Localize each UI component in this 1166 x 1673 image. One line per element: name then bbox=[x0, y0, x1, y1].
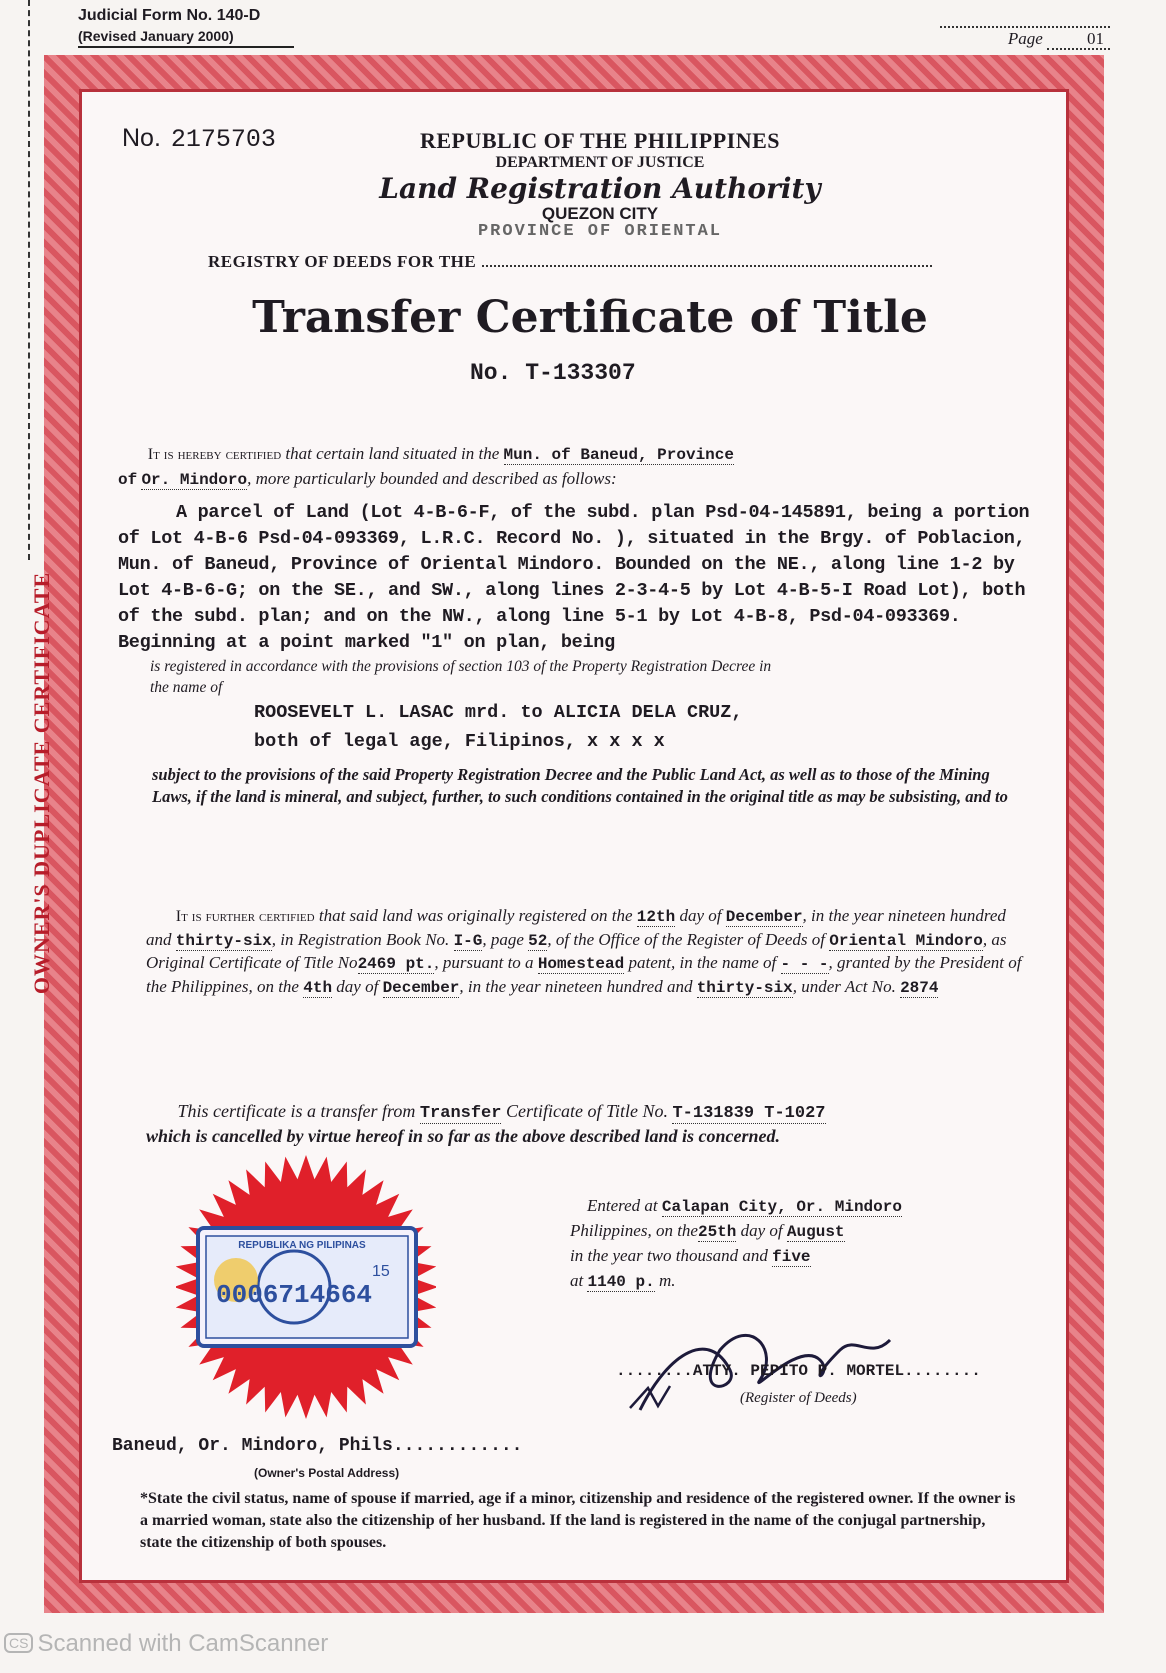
registered-owners bbox=[254, 698, 742, 756]
province-stamp: PROVINCE OF ORIENTAL bbox=[477, 222, 723, 241]
entry-block: Entered at Calapan City, Or. Mindoro Philippines, on the25th day of August in the year two thousand and five at 1140 p. m. bbox=[570, 1196, 902, 1291]
issuer-block bbox=[320, 128, 880, 241]
signatory-title: (Register of Deeds) bbox=[740, 1390, 857, 1406]
scanner-watermark: CS Scanned with CamScanner bbox=[4, 1630, 328, 1658]
side-label: OWNER'S DUPLICATE CERTIFICATE bbox=[29, 571, 54, 995]
document-title: Transfer Certificate of Title bbox=[252, 292, 928, 343]
original-registration: It is further certified that said land was originally registered on the 12th day of December, in the year nineteen hundred and thirty-six, in Registration Book No. I-G, page 52, of the Office of the Register of Deeds of Oriental Mindoro, as Original Certificate of Title No2469 pt., pursuant to a Homestead patent, in the name of - - -, granted by the President of the Philippines, on the 4th day of December, in the year nineteen hundred and thirty-six, under Act No. 2874 bbox=[146, 906, 1022, 997]
owner-details: both of legal age, Filipinos, x x x x bbox=[254, 731, 665, 752]
seal-graphic bbox=[176, 1150, 436, 1420]
postal-address-label: (Owner's Postal Address) bbox=[254, 1466, 400, 1480]
title-number: No. T-133307 bbox=[470, 360, 636, 386]
stamp-year: 15 bbox=[372, 1263, 390, 1280]
stamp-republic-text: REPUBLIKA NG PILIPINAS bbox=[238, 1240, 366, 1251]
authority-heading: Land Registration Authority bbox=[379, 172, 821, 205]
camscanner-icon: CS bbox=[4, 1633, 33, 1653]
stamp-serial: 0006714664 bbox=[216, 1280, 373, 1310]
page-indicator: Page 01 bbox=[940, 14, 1110, 50]
registration-clause: is registered in accordance with the provisions of section 103 of the Property Registration Decree in the name of bbox=[150, 658, 772, 696]
serial-number: No. 2175703 bbox=[122, 124, 276, 154]
city-heading: QUEZON CITY bbox=[541, 204, 659, 223]
form-identifier: Judicial Form No. 140-D (Revised January 2000) bbox=[78, 6, 294, 48]
subject-clause: subject to the provisions of the said Property Registration Decree and the Public Land Act, as well as to those of the Mining Laws, if the land is mineral, and subject, further, to such conditions contained in the original title as may be subsisting, and to bbox=[152, 765, 1008, 806]
transfer-clause: This certificate is a transfer from Transfer Certificate of Title No. T-131839 T-1027 which is cancelled by virtue hereof in so far as the above described land is concerned. bbox=[146, 1101, 826, 1146]
footnote: *State the civil status, name of spouse if married, age if a minor, citizenship and residence of the registered owner. If the owner is a married woman, state also the citizenship of her husband. If the land is registered in the name of the conjugal partnership, state the citizenship of both spouses. bbox=[140, 1490, 1016, 1551]
owner-postal-address: Baneud, Or. Mindoro, Phils............ bbox=[112, 1436, 523, 1456]
signatory-name: ........ATTY. PEPITO P. MORTEL........ bbox=[616, 1362, 981, 1380]
republic-heading: REPUBLIC OF THE PHILIPPINES bbox=[419, 128, 781, 153]
technical-description: A parcel of Land (Lot 4-B-6-F, of the subd. plan Psd-04-145891, being a portion of Lot 4-B-6 Psd-04-093369, L.R.C. Record No. ), situated in the Brgy. of Poblacion, Mun. of Baneud, Province of Oriental Mindoro. Bounded on the NE., along line 1-2 by Lot 4-B-6-G; on the SE., and SW., along lines 2-3-4-5 by Lot 4-B-5-I Road Lot), both of the subd. plan; and on the NW., along line 5-1 by Lot 4-B-8, Psd-04-093369. Beginning at a point marked "1" on plan, being bbox=[118, 502, 1030, 653]
documentary-stamp-seal bbox=[176, 1150, 436, 1425]
certification-intro: It is hereby certified that certain land situated in the Mun. of Baneud, Province of Or. Mindoro, more particularly bounded and described as follows: bbox=[118, 444, 734, 489]
registry-line: REGISTRY OF DEEDS FOR THE bbox=[208, 252, 932, 272]
department-heading: DEPARTMENT OF JUSTICE bbox=[495, 154, 705, 171]
owner-names: ROOSEVELT L. LASAC mrd. to ALICIA DELA CRUZ, bbox=[254, 702, 743, 723]
